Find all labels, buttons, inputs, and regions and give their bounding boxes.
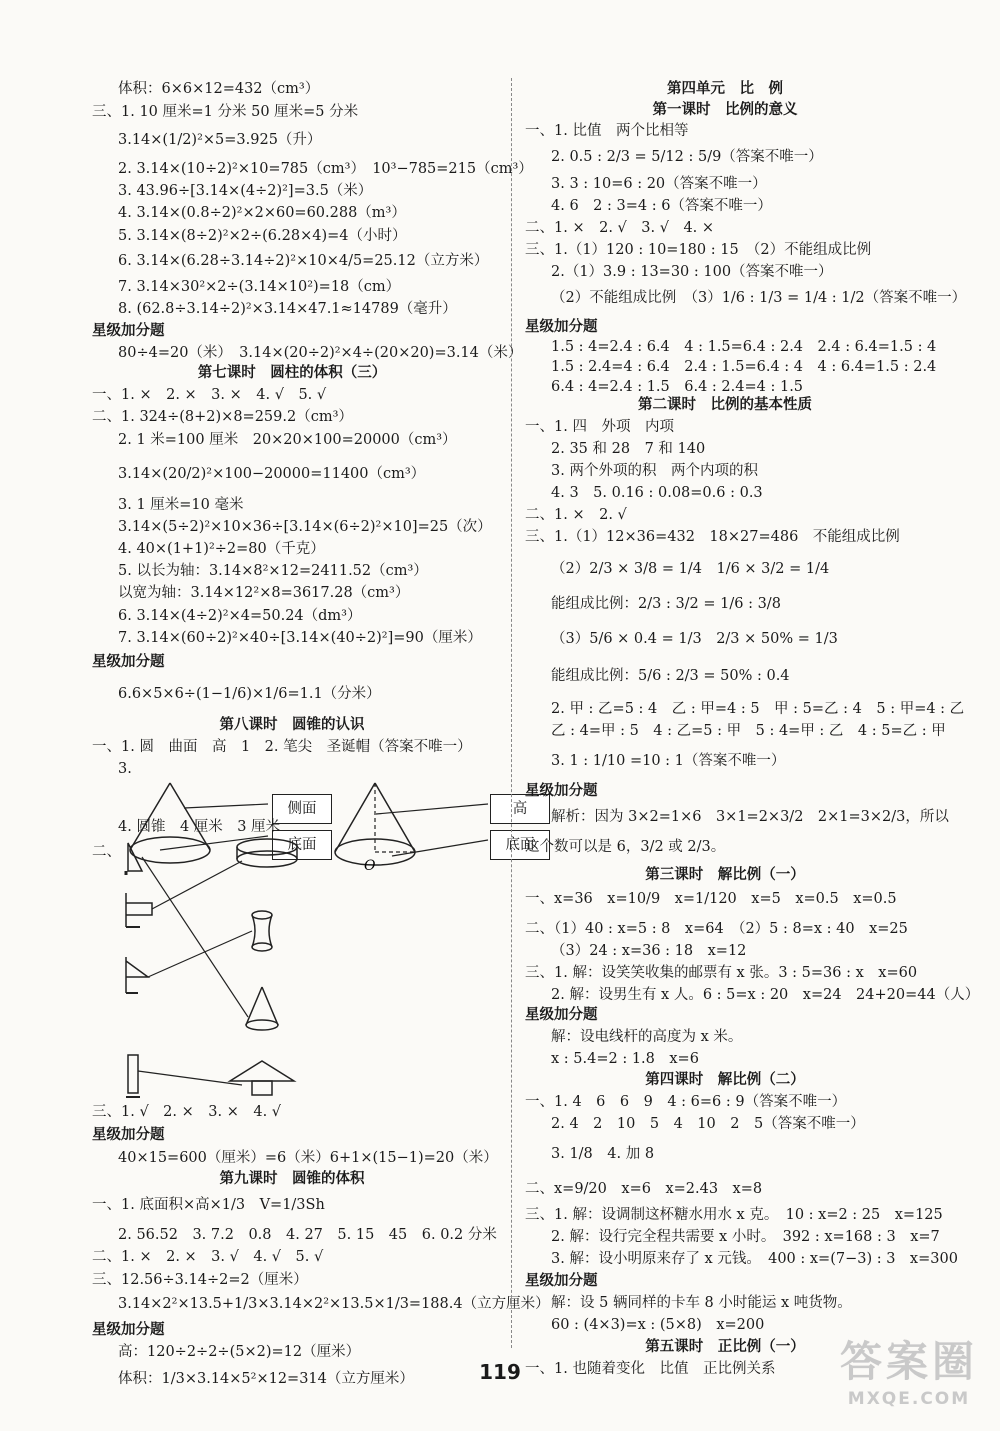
- text-line: 以宽为轴：3.14×12²×8=3617.28（cm³）: [118, 585, 410, 601]
- unit-heading: 第四单元 比 例: [667, 80, 783, 97]
- text-line: 6.6×5×6÷(1−1/6)×1/6=1.1（分米）: [118, 686, 381, 702]
- bonus-heading: 星级加分题: [525, 318, 598, 335]
- watermark-logo: [840, 1329, 978, 1409]
- text-line: 2. 1 米=100 厘米 20×20×100=20000（cm³）: [118, 432, 457, 448]
- column-divider: [511, 78, 512, 1348]
- text-line: 80÷4=20（米） 3.14×(20÷2)²×4÷(20×20)=3.14（米）: [118, 345, 523, 361]
- text-line: 一、x=36 x=10/9 x=1/120 x=5 x=0.5 x=0.5: [525, 891, 897, 907]
- text-line: 3. 1 : 1/10 =10 : 1（答案不唯一）: [551, 753, 786, 769]
- bonus-heading: 星级加分题: [525, 1272, 598, 1289]
- label-box-side: 侧面: [272, 794, 332, 824]
- text-line: 二、1. 324÷(8+2)×8=259.2（cm³）: [92, 409, 353, 425]
- text-line: 三、1. 解：设笑笑收集的邮票有 x 张。3 : 5=36 : x x=60: [525, 965, 918, 981]
- text-line: 1.5 : 2.4=4 : 6.4 2.4 : 1.5=6.4 : 4 4 : 6.4=1.5 : 2.4: [551, 359, 937, 375]
- text-line: 体积：1/3×3.14×5²×12=314（立方厘米）: [118, 1371, 414, 1387]
- text-line: 60 : (4×3)=x : (5×8) x=200: [551, 1317, 765, 1333]
- text-line: 三、1.（1）12×36=432 18×27=486 不能组成比例: [525, 529, 900, 545]
- text-line: 3.14×(20/2)²×100−20000=11400（cm³）: [118, 466, 426, 482]
- text-line: 3. 两个外项的积 两个内项的积: [551, 463, 758, 479]
- text-line: 3. 43.96÷[3.14×(4÷2)²]=3.5（米）: [118, 183, 373, 199]
- text-line: 2. 35 和 28 7 和 140: [551, 441, 706, 457]
- text-line: 二、（1）40 : x=5 : 8 x=64 （2）5 : 8=x : 40 x=25: [525, 921, 908, 937]
- text-line: 2. 解：设男生有 x 人。6 : 5=x : 20 x=24 24+20=44（人）: [551, 987, 980, 1003]
- page-number: 119: [479, 1360, 521, 1384]
- text-line: 4. 圆锥 4 厘米 3 厘米: [118, 819, 281, 835]
- bonus-heading: 星级加分题: [525, 782, 598, 799]
- text-line: 二、1. × 2. × 3. √ 4. √ 5. √: [92, 1249, 324, 1265]
- text-line: 二、x=9/20 x=6 x=2.43 x=8: [525, 1181, 763, 1197]
- matching-figure: [112, 835, 312, 1175]
- section-heading: 第一课时 比例的意义: [652, 101, 798, 118]
- text-line: 4. 3 5. 0.16 : 0.08=0.6 : 0.3: [551, 485, 763, 501]
- text-line: 1.5 : 4=2.4 : 6.4 4 : 1.5=6.4 : 2.4 2.4 : 6.4=1.5 : 4: [551, 339, 937, 355]
- section-heading: 第七课时 圆柱的体积（三）: [197, 364, 387, 381]
- text-line: （2）2/3 × 3/8 = 1/4 1/6 × 3/2 = 1/4: [551, 561, 830, 577]
- section-heading: 第二课时 比例的基本性质: [638, 396, 812, 413]
- text-line: 一、1. 四 外项 内项: [525, 419, 674, 435]
- text-line: 3. 1/8 4. 加 8: [551, 1146, 655, 1162]
- bonus-heading: 星级加分题: [525, 1006, 598, 1023]
- text-line: 能组成比例：5/6 : 2/3 = 50% : 0.4: [551, 668, 790, 684]
- text-line: 7. 3.14×30²×2÷(3.14×10²)=18（cm）: [118, 279, 401, 295]
- text-line: 2. 解：设行完全程共需要 x 小时。 392 : x=168 : 3 x=7: [551, 1229, 940, 1245]
- section-heading: 第九课时 圆锥的体积: [219, 1170, 365, 1187]
- text-line: 解：设电线杆的高度为 x 米。: [551, 1029, 743, 1045]
- label-box-base: 底面: [272, 830, 332, 860]
- text-line: 2. 甲 : 乙=5 : 4 乙 : 甲=4 : 5 甲 : 5=乙 : 4 5 : 甲=4 : 乙: [551, 701, 965, 717]
- text-line: 一、1. 4 6 6 9 4 : 6=6 : 9（答案不唯一）: [525, 1094, 847, 1110]
- text-line: 3.14×2²×13.5+1/3×3.14×2²×13.5×1/3=188.4（立方厘米）: [118, 1296, 550, 1312]
- text-line: 7. 3.14×(60÷2)²×40÷[3.14×(40÷2)²]=90（厘米）: [118, 630, 482, 646]
- text-line: 三、1. 10 厘米=1 分米 50 厘米=5 分米: [92, 104, 359, 120]
- text-line: （3）24 : x=36 : 18 x=12: [551, 943, 747, 959]
- text-line: 3. 3 : 10=6 : 20（答案不唯一）: [551, 176, 767, 192]
- watermark-en: MXQE.COM: [847, 1389, 971, 1409]
- text-line: 二、1. × 2. √: [525, 507, 627, 523]
- label-box-base-2: 底面: [490, 830, 550, 860]
- bonus-heading: 星级加分题: [92, 322, 165, 339]
- text-line: 2.（1）3.9 : 13=30 : 100（答案不唯一）: [551, 264, 833, 280]
- section-heading: 第八课时 圆锥的认识: [219, 716, 365, 733]
- text-line: 解析：因为 3×2=1×6 3×1=2×3/2 2×1=3×2/3，所以: [551, 809, 949, 825]
- text-line: 4. 40×(1+1)²÷2=80（千克）: [118, 541, 325, 557]
- text-line: 二、: [92, 844, 121, 860]
- text-line: 3.: [118, 761, 132, 777]
- text-line: 体积：6×6×12=432（cm³）: [118, 81, 320, 97]
- text-line: 3.14×(5÷2)²×10×36÷[3.14×(6÷2)²×10]=25（次）: [118, 519, 492, 535]
- text-line: 高：120÷2÷2÷(5×2)=12（厘米）: [118, 1344, 361, 1360]
- text-line: 一、1. 比值 两个比相等: [525, 123, 689, 139]
- text-line: 一、1. × 2. × 3. × 4. √ 5. √: [92, 387, 327, 403]
- bonus-heading: 星级加分题: [92, 1126, 165, 1143]
- text-line: 3.14×(1/2)²×5=3.925（升）: [118, 132, 322, 148]
- bonus-heading: 星级加分题: [92, 653, 165, 670]
- text-line: （3）5/6 × 0.4 = 1/3 2/3 × 50% = 1/3: [551, 631, 838, 647]
- text-line: 3. 1 厘米=10 毫米: [118, 497, 244, 513]
- text-line: 40×15=600（厘米）=6（米）6+1×(15−1)=20（米）: [118, 1150, 498, 1166]
- text-line: 4. 3.14×(0.8÷2)²×2×60=60.288（m³）: [118, 205, 406, 221]
- text-line: 三、1.（1）120 : 10=180 : 15 （2）不能组成比例: [525, 242, 872, 258]
- cone-figure-2: [320, 778, 510, 878]
- text-line: 一、1. 底面积×高×1/3 V=1/3Sh: [92, 1197, 325, 1213]
- text-line: x : 5.4=2 : 1.8 x=6: [551, 1051, 699, 1067]
- text-line: 解：设 5 辆同样的卡车 8 小时能运 x 吨货物。: [551, 1295, 852, 1311]
- section-heading: 第四课时 解比例（二）: [645, 1071, 805, 1088]
- text-line: 6. 3.14×(6.28÷3.14÷2)²×10×4/5=25.12（立方米）: [118, 253, 489, 269]
- label-box-height: 高: [490, 794, 550, 824]
- text-line: （2）不能组成比例 （3）1/6 : 1/3 = 1/4 : 1/2（答案不唯一）: [551, 290, 967, 306]
- text-line: 三、12.56÷3.14÷2=2（厘米）: [92, 1272, 308, 1288]
- text-line: 二、1. × 2. √ 3. √ 4. ×: [525, 220, 715, 236]
- text-line: 三、1. √ 2. × 3. × 4. √: [92, 1104, 282, 1120]
- watermark-cn: 答案圈: [839, 1337, 978, 1386]
- section-heading: 第三课时 解比例（一）: [645, 866, 805, 883]
- text-line: 5. 以长为轴：3.14×8²×12=2411.52（cm³）: [118, 563, 428, 579]
- text-line: 一、1. 也随着变化 比值 正比例关系: [525, 1361, 776, 1377]
- text-line: 5. 3.14×(8÷2)²×2÷(6.28×4)=4（小时）: [118, 228, 407, 244]
- text-line: 4. 6 2 : 3=4 : 6（答案不唯一）: [551, 198, 772, 214]
- svg-text:O: O: [364, 858, 376, 874]
- text-line: 6.4 : 4=2.4 : 1.5 6.4 : 2.4=4 : 1.5: [551, 379, 804, 395]
- section-heading: 第五课时 正比例（一）: [645, 1338, 805, 1355]
- text-line: 2. 0.5 : 2/3 = 5/12 : 5/9（答案不唯一）: [551, 149, 823, 165]
- bonus-heading: 星级加分题: [92, 1321, 165, 1338]
- text-line: 3. 解：设小明原来存了 x 元钱。 400 : x=(7−3) : 3 x=300: [551, 1251, 958, 1267]
- text-line: 这个数可以是 6，3/2 或 2/3。: [525, 839, 726, 855]
- text-line: 6. 3.14×(4÷2)²×4=50.24（dm³）: [118, 608, 362, 624]
- text-line: 乙 : 4=甲 : 5 4 : 乙=5 : 甲 5 : 4=甲 : 乙 4 : 5=乙 : 甲: [551, 723, 946, 739]
- text-line: 2. 4 2 10 5 4 10 2 5（答案不唯一）: [551, 1116, 865, 1132]
- text-line: 2. 56.52 3. 7.2 0.8 4. 27 5. 15 45 6. 0.2 分米: [118, 1227, 497, 1243]
- text-line: 一、1. 圆 曲面 高 1 2. 笔尖 圣诞帽（答案不唯一）: [92, 739, 472, 755]
- text-line: 能组成比例：2/3 : 3/2 = 1/6 : 3/8: [551, 596, 781, 612]
- text-line: 2. 3.14×(10÷2)²×10=785（cm³） 10³−785=215（cm³）: [118, 161, 533, 177]
- text-line: 8. (62.8÷3.14÷2)²×3.14×47.1≈14789（毫升）: [118, 301, 457, 317]
- text-line: 三、1. 解：设调制这杯糖水用水 x 克。 10 : x=2 : 25 x=125: [525, 1207, 943, 1223]
